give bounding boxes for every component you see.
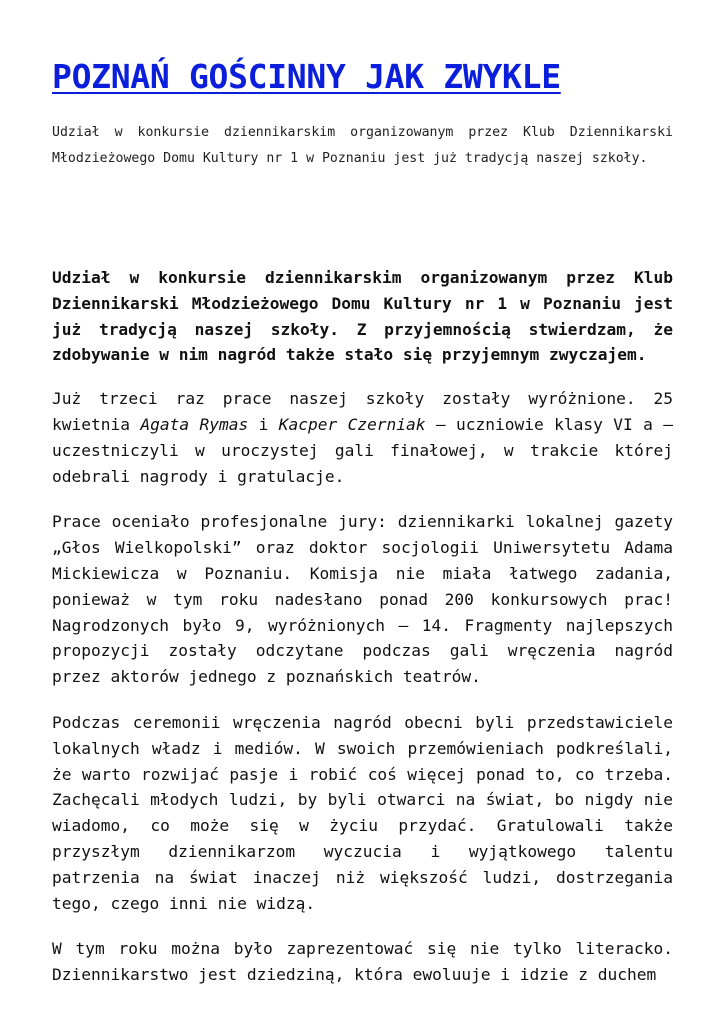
article-paragraph-1 [52,386,673,489]
article-paragraph-4: W tym roku można było zaprezentować się nie tylko literacko. Dziennikarstwo jest dziedziną, która ewoluuje i idzie z duchem [52,939,673,985]
page-title-link[interactable]: POZNAŃ GOŚCINNY JAK ZWYKLE [52,57,561,96]
paragraph-text: – uczniowie klasy VI a – uczestniczyli w uroczystej gali finałowej, w trakcie której odebrali nagrody i gratulacje. [52,414,673,486]
article-paragraph-2: Prace oceniało profesjonalne jury: dziennikarki lokalnej gazety „Głos Wielkopolski” oraz doktor socjologii Uniwersytetu Adama Mickiewicza w Poznaniu. Komisja nie miała łatwego zadania, ponieważ w tym roku nadesłano ponad 200 konkursowych prac! Nagrodzonych było 9, wyróżnionych – 14. Fragmenty najlepszych propozycji zostały odczytane podczas gali wręczenia nagród przez aktorów jednego z poznańskich teatrów. [52,512,673,687]
article-lead-paragraph: Udział w konkursie dziennikarskim organizowanym przez Klub Dziennikarski Młodzieżowego Domu Kultury nr 1 w Poznaniu jest już tradycją naszej szkoły. Z przyjemnością stwierdzam, że zdobywanie w nim nagród także stało się przyjemnym zwyczajem. [52,268,673,365]
student-name: Kacper Czerniak [278,414,426,434]
post-excerpt: Udział w konkursie dziennikarskim organizowanym przez Klub Dziennikarski Młodzieżowego Domu Kultury nr 1 w Poznaniu jest już tradycją naszej szkoły. [52,125,673,166]
article-paragraph-3: Podczas ceremonii wręczenia nagród obecni byli przedstawiciele lokalnych władz i mediów. W swoich przemówieniach podkreślali, że warto rozwijać pasje i robić coś więcej ponad to, co trzeba. Zachęcali młodych ludzi, by byli otwarci na świat, bo nigdy nie wiadomo, co może się w życiu przydać. Gratulowali także przyszłym dziennikarzom wyczucia i wyjątkowego talentu patrzenia na świat inaczej niż większość ludzi, dostrzegania tego, czego inni nie widzą. [52,712,673,913]
paragraph-text: Już trzeci raz prace naszej szkoły zostały wyróżnione. 25 kwietnia [52,389,673,434]
student-name: Agata Rymas [140,414,249,434]
paragraph-text: i [248,414,279,434]
article-body [52,265,673,1008]
